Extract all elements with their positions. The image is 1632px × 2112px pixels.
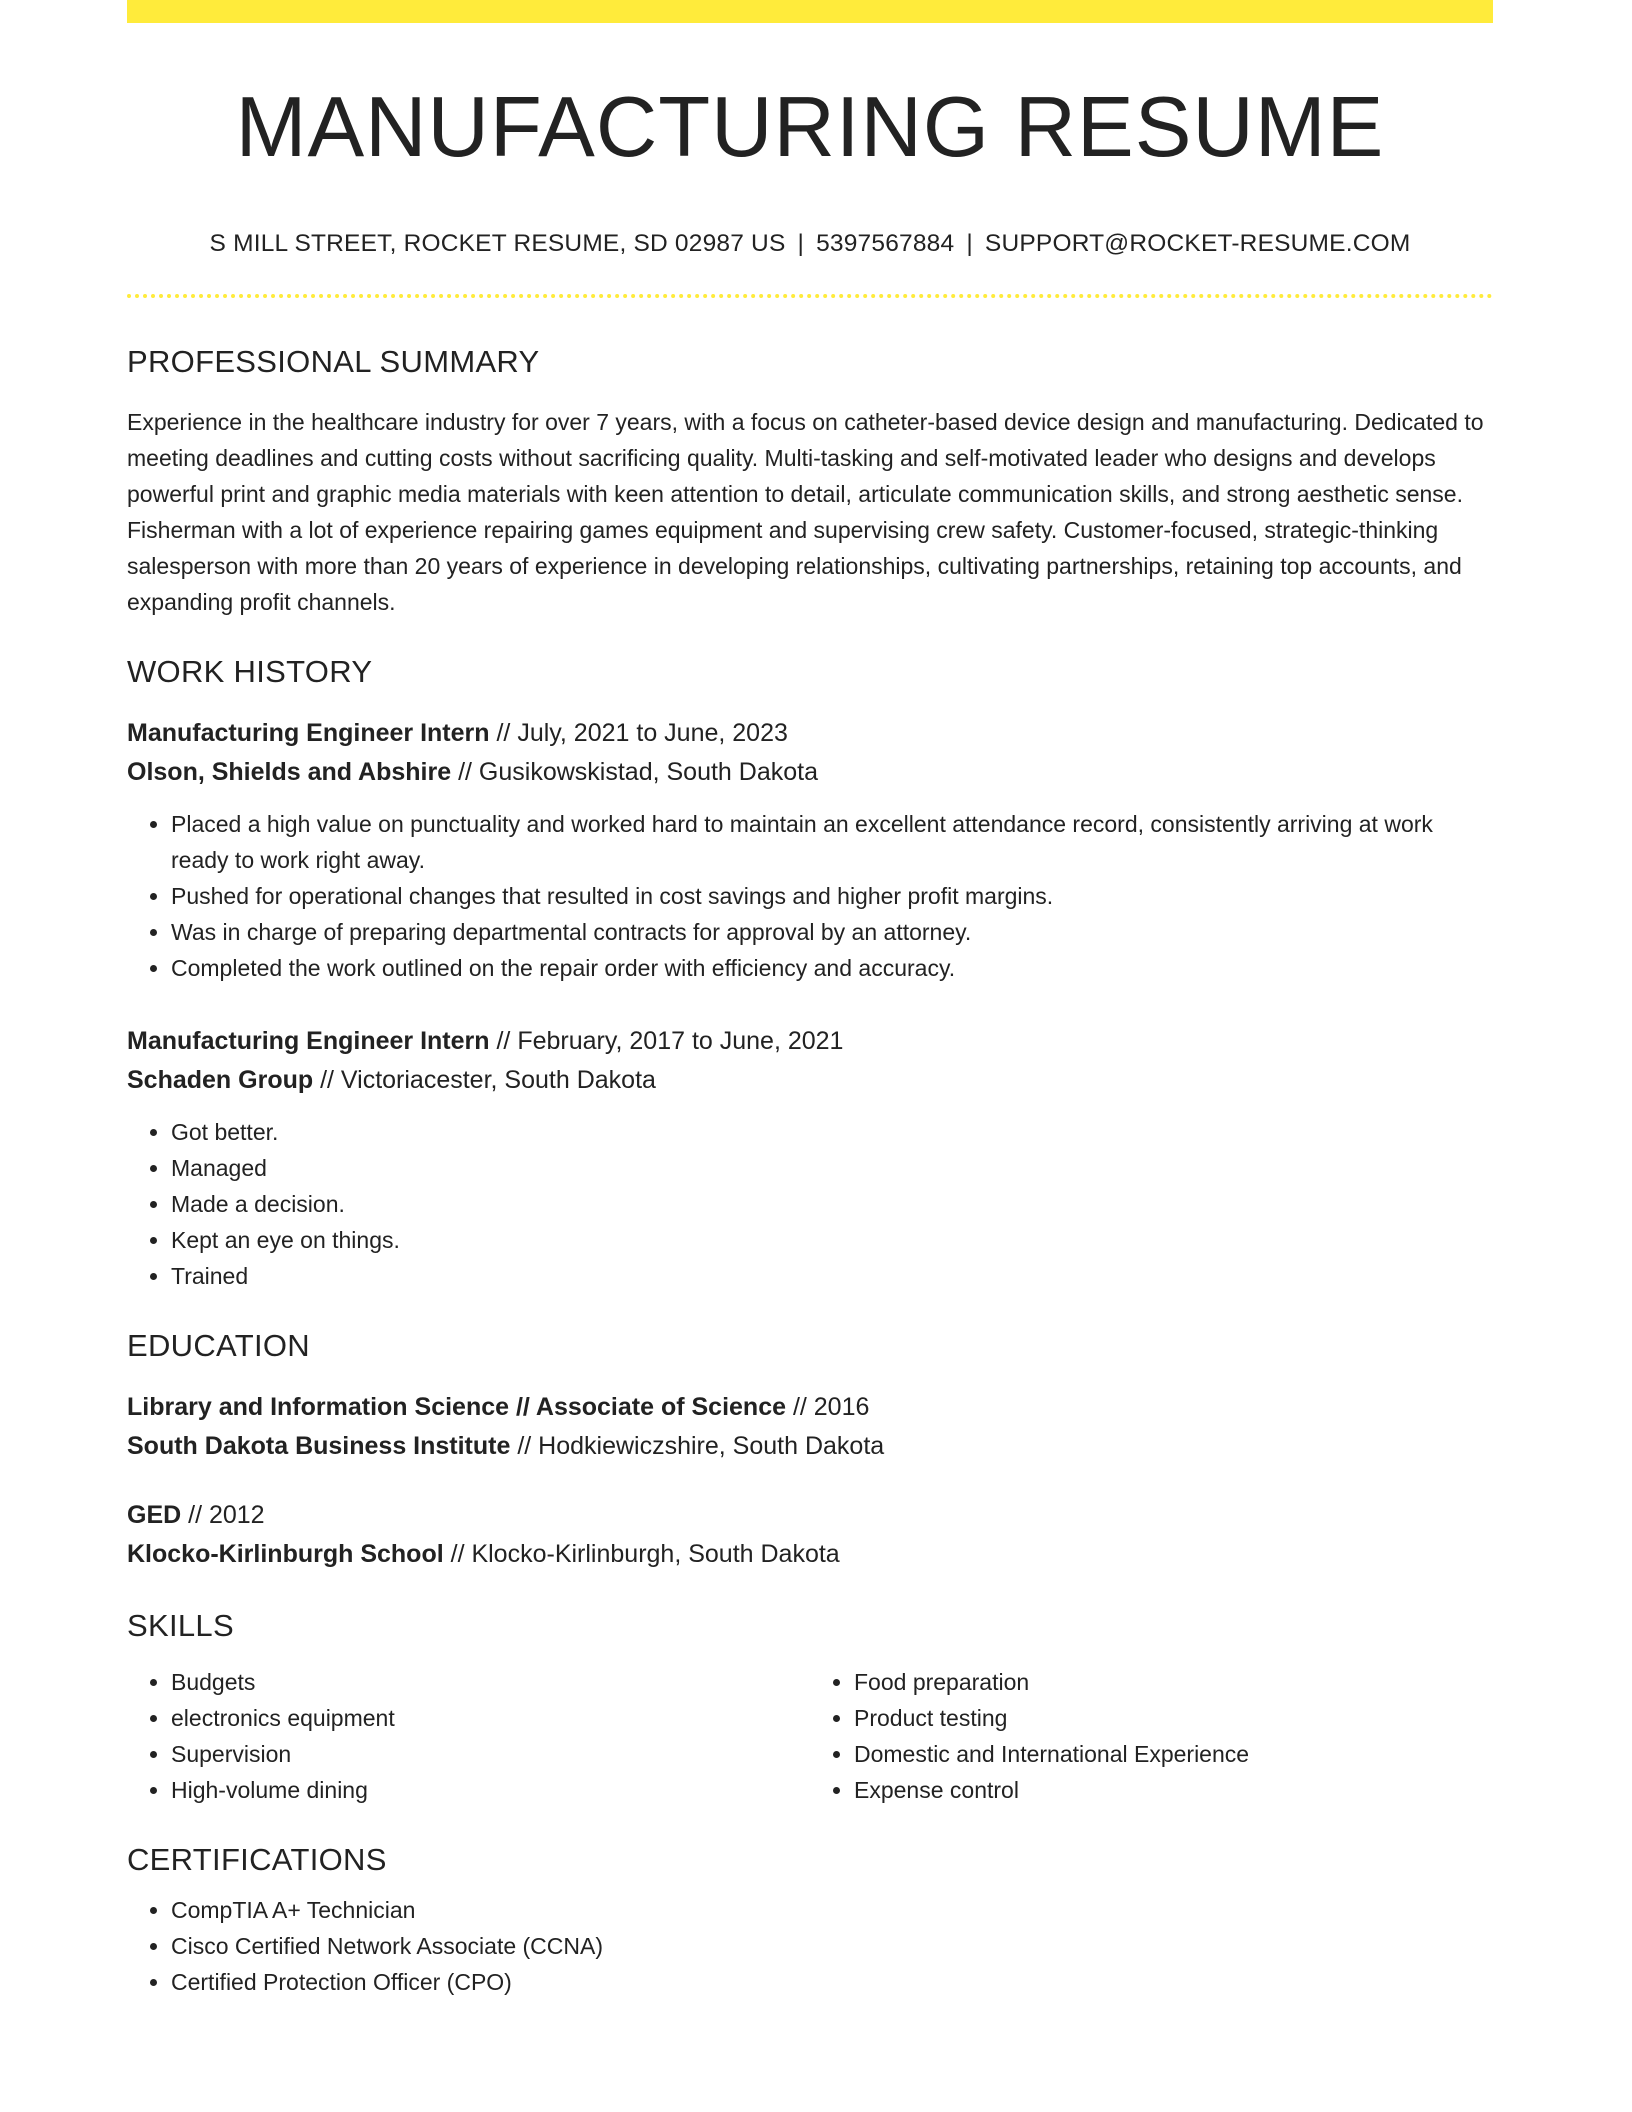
education-location: // Hodkiewiczshire, South Dakota xyxy=(510,1431,885,1460)
education-year: // 2016 xyxy=(786,1392,870,1421)
contact-line xyxy=(127,230,1493,258)
list-item: • Placed a high value on punctuality and worked hard to maintain an excellent attendance record, consistently arriving at work ready to work right away. xyxy=(171,806,1493,878)
section-title-summary: PROFESSIONAL SUMMARY xyxy=(127,343,540,379)
job-role-line xyxy=(127,714,1493,753)
education-school: South Dakota Business Institute xyxy=(127,1431,511,1460)
section-title-skills: SKILLS xyxy=(127,1607,234,1643)
education-degree: Library and Information Science // Associate of Science xyxy=(127,1392,786,1421)
list-item: • Budgets xyxy=(171,1664,810,1700)
section-title-work-history: WORK HISTORY xyxy=(127,653,373,689)
list-item: • Completed the work outlined on the repair order with efficiency and accuracy. xyxy=(171,950,1493,986)
list-item: • Expense control xyxy=(854,1772,1493,1808)
job-company: Schaden Group xyxy=(127,1065,314,1094)
contact-email: SUPPORT@ROCKET-RESUME.COM xyxy=(984,229,1411,257)
job-role: Manufacturing Engineer Intern xyxy=(127,1026,490,1055)
list-item: • Food preparation xyxy=(854,1664,1493,1700)
section-title-education: EDUCATION xyxy=(127,1327,310,1363)
certifications-list xyxy=(127,1892,1493,2000)
list-item: • Was in charge of preparing departmental contracts for approval by an attorney. xyxy=(171,914,1493,950)
contact-separator: | xyxy=(797,229,805,257)
contact-phone: 5397567884 xyxy=(816,229,955,257)
list-item: • electronics equipment xyxy=(171,1700,810,1736)
list-item: • Trained xyxy=(171,1258,1493,1294)
education-school-line xyxy=(127,1535,1493,1574)
contact-address: S MILL STREET, ROCKET RESUME, SD 02987 US xyxy=(209,229,786,257)
education-year: // 2012 xyxy=(181,1500,265,1529)
education-school-line xyxy=(127,1427,1493,1466)
list-item: • Got better. xyxy=(171,1114,1493,1150)
education-location: // Klocko-Kirlinburgh, South Dakota xyxy=(443,1539,840,1568)
resume-name: MANUFACTURING RESUME xyxy=(235,80,1385,175)
job-dates: // February, 2017 to June, 2021 xyxy=(489,1026,844,1055)
section-title-certifications: CERTIFICATIONS xyxy=(127,1841,387,1877)
list-item: • Product testing xyxy=(854,1700,1493,1736)
job-entry xyxy=(127,1022,1493,1294)
job-role: Manufacturing Engineer Intern xyxy=(127,718,490,747)
job-bullets xyxy=(127,1114,1493,1294)
list-item: • Supervision xyxy=(171,1736,810,1772)
education-entry xyxy=(127,1496,1493,1574)
job-company-line xyxy=(127,1061,1493,1100)
education-degree: GED xyxy=(127,1500,182,1529)
job-dates: // July, 2021 to June, 2023 xyxy=(489,718,788,747)
education-entry xyxy=(127,1388,1493,1466)
list-item: • High-volume dining xyxy=(171,1772,810,1808)
dotted-divider xyxy=(127,294,1493,298)
list-item: • Made a decision. xyxy=(171,1186,1493,1222)
summary-text: Experience in the healthcare industry for over 7 years, with a focus on catheter-based device design and manufacturing. Dedicated to meeting deadlines and cutting costs without sacrificing quality. Multi-tasking and self-motivated leader who designs and develops powerful print and graphic media materials with keen attention to detail, articulate communication skills, and strong aesthetic sense. Fisherman with a lot of experience repairing games equipment and supervising crew safety. Customer-focused, strategic-thinking salesperson with more than 20 years of experience in developing relationships, cultivating partnerships, retaining top accounts, and expanding profit channels. xyxy=(127,408,1484,615)
list-item: • Certified Protection Officer (CPO) xyxy=(171,1964,1493,2000)
job-role-line xyxy=(127,1022,1493,1061)
job-company: Olson, Shields and Abshire xyxy=(127,757,452,786)
education-school: Klocko-Kirlinburgh School xyxy=(127,1539,444,1568)
skills-list-left xyxy=(127,1664,810,1808)
resume-page xyxy=(127,0,1493,2000)
list-item: • Pushed for operational changes that resulted in cost savings and higher profit margins. xyxy=(171,878,1493,914)
job-entry xyxy=(127,714,1493,986)
contact-separator: | xyxy=(966,229,973,257)
job-location: // Victoriacester, South Dakota xyxy=(313,1065,656,1094)
accent-bar xyxy=(127,0,1493,23)
list-item: • Kept an eye on things. xyxy=(171,1222,1493,1258)
education-degree-line xyxy=(127,1388,1493,1427)
list-item: • Managed xyxy=(171,1150,1493,1186)
skills-grid xyxy=(127,1664,1493,1808)
job-bullets xyxy=(127,806,1493,986)
education-degree-line xyxy=(127,1496,1493,1535)
list-item: • Domestic and International Experience xyxy=(854,1736,1493,1772)
skills-list-right xyxy=(810,1664,1493,1808)
job-company-line xyxy=(127,753,1493,792)
list-item: • CompTIA A+ Technician xyxy=(171,1892,1493,1928)
list-item: • Cisco Certified Network Associate (CCNA) xyxy=(171,1928,1493,1964)
job-location: // Gusikowskistad, South Dakota xyxy=(451,757,818,786)
